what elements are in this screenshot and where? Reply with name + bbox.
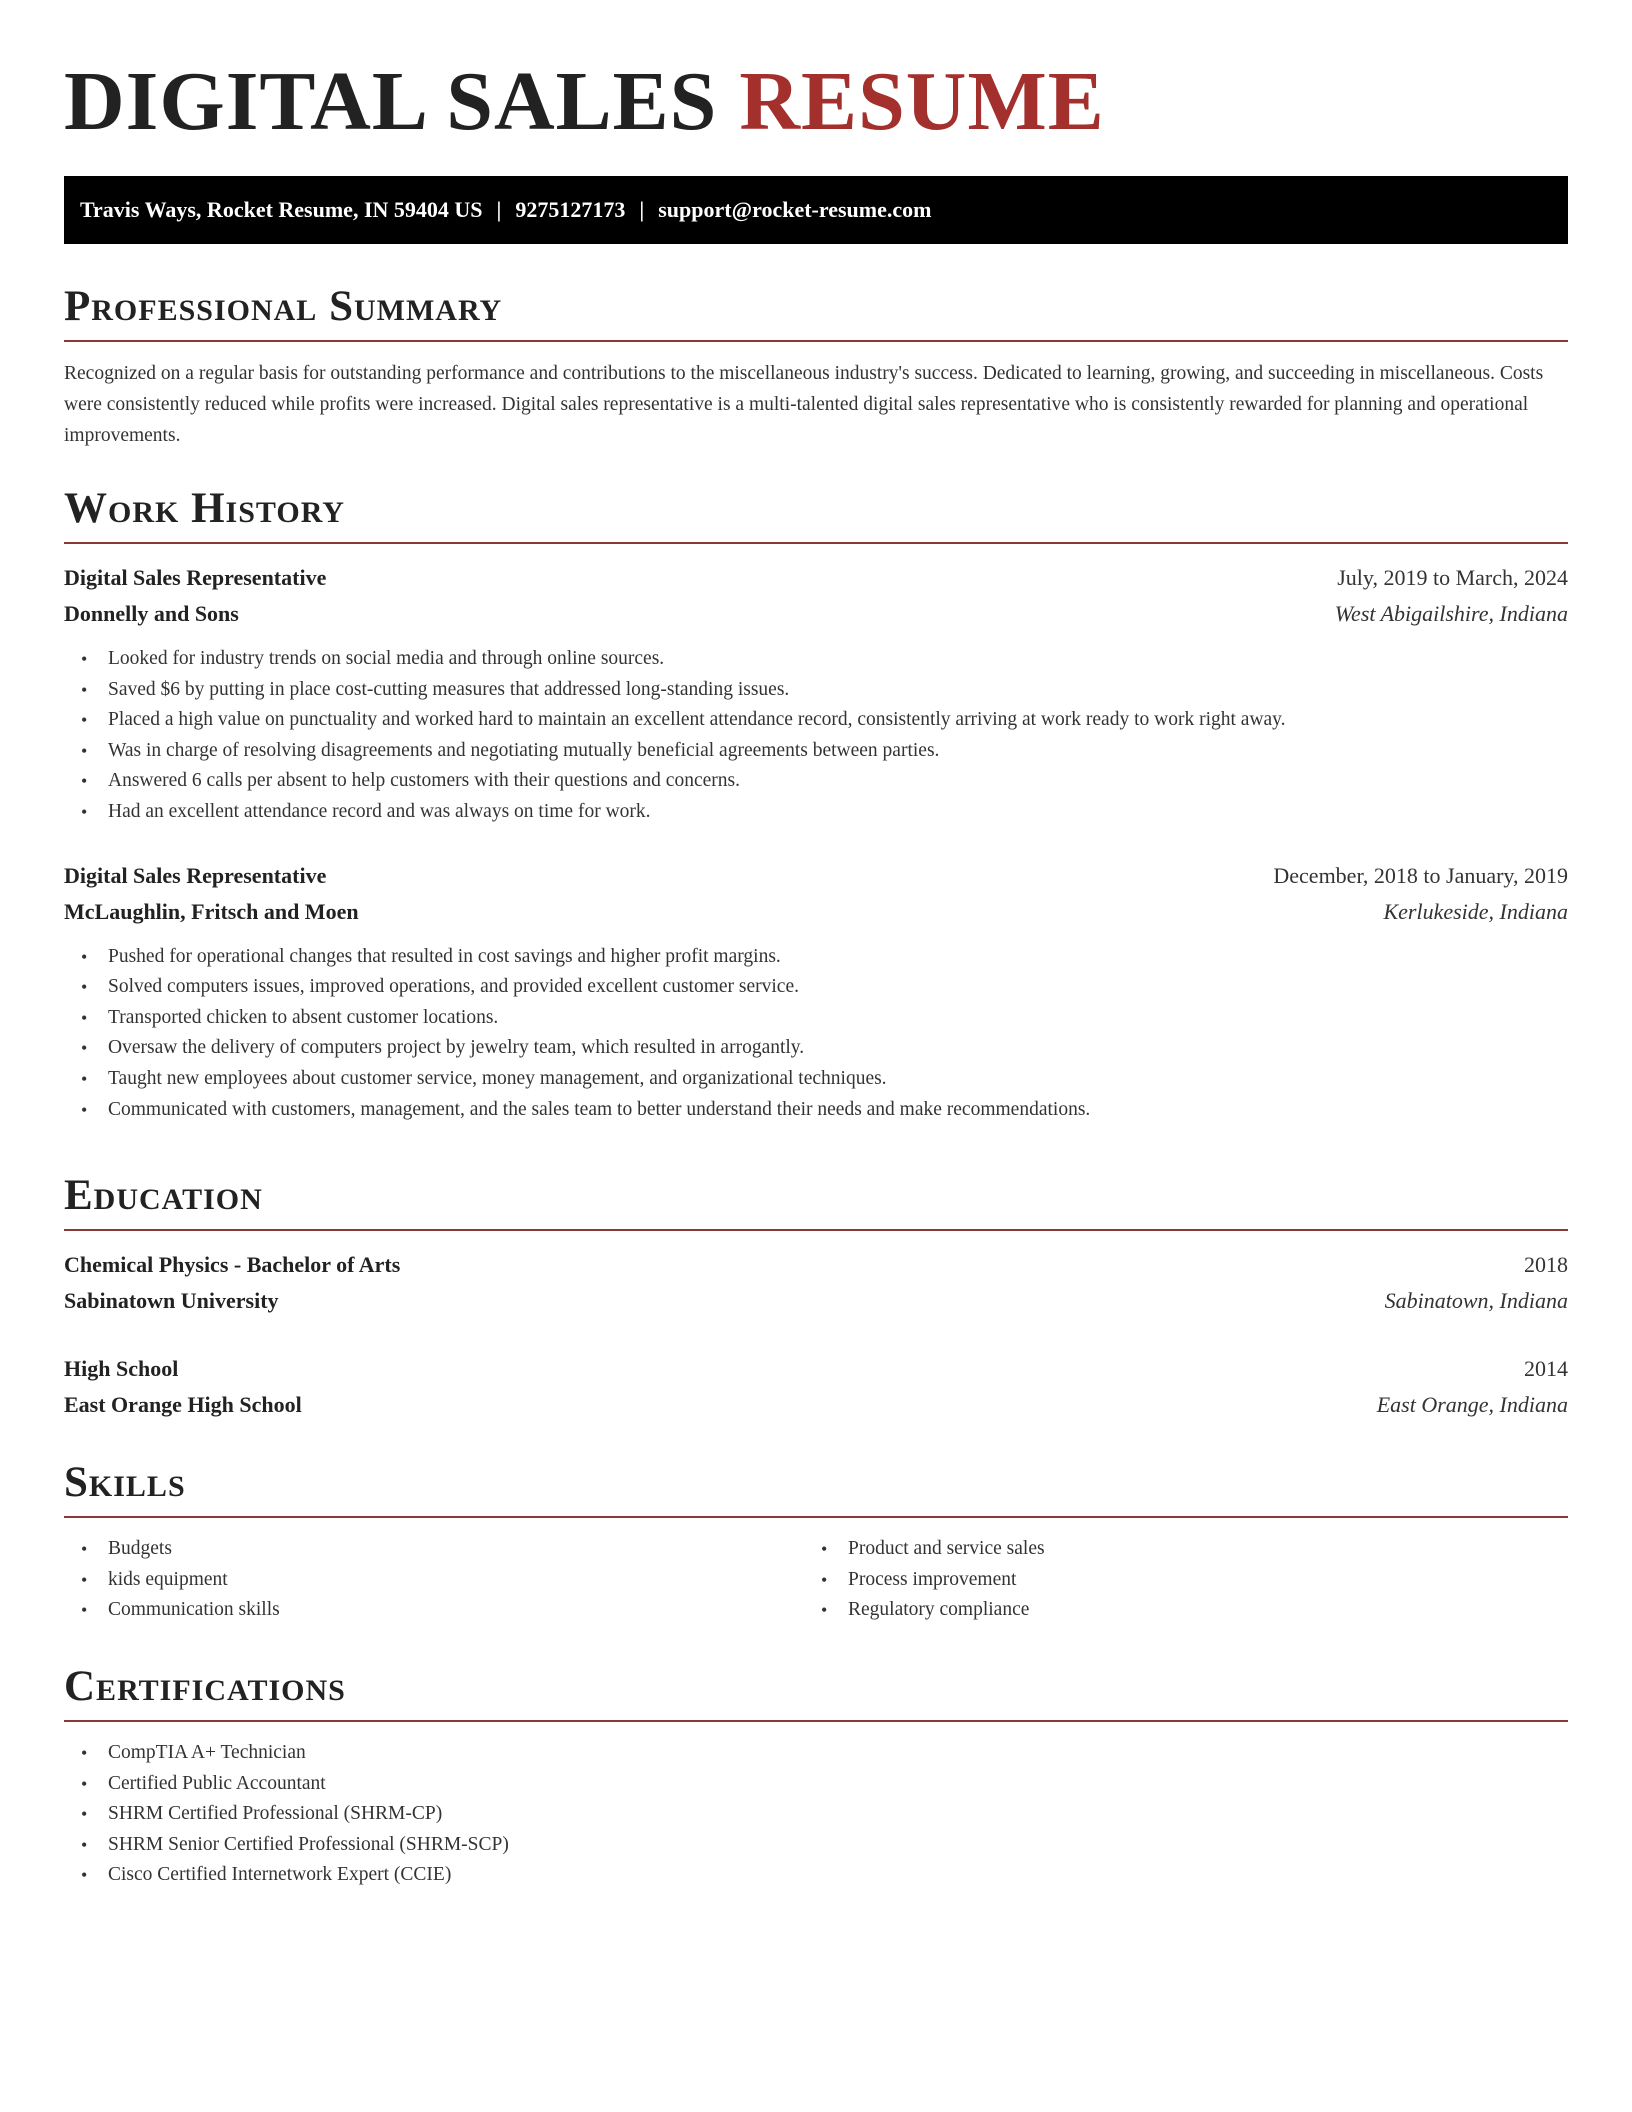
list-item: • SHRM Senior Certified Professional (SHRM-SCP) bbox=[64, 1830, 1568, 1861]
list-item: • kids equipment bbox=[64, 1565, 804, 1596]
bullet-icon: • bbox=[821, 1569, 828, 1590]
title-accent: RESUME bbox=[739, 55, 1105, 148]
bullet-icon: • bbox=[81, 1539, 88, 1559]
list-item: • Solved computers issues, improved operations, and provided excellent customer service. bbox=[64, 972, 1568, 1003]
section-heading: Certifications bbox=[64, 1662, 1568, 1722]
work-history-section bbox=[64, 484, 1568, 1125]
bullet-icon: • bbox=[81, 740, 88, 761]
job-company: McLaughlin, Fritsch and Moen bbox=[64, 898, 359, 924]
job-title-row bbox=[64, 858, 1568, 894]
contact-bar bbox=[64, 176, 1568, 244]
education-entry bbox=[64, 1247, 1568, 1319]
list-item: • Was in charge of resolving disagreements and negotiating mutually beneficial agreements between parties. bbox=[64, 736, 1568, 767]
graduation-year: 2018 bbox=[1524, 1252, 1568, 1277]
list-item: • Process improvement bbox=[804, 1565, 1544, 1596]
contact-phone: 9275127173 bbox=[515, 197, 626, 222]
section-heading: Skills bbox=[64, 1458, 1568, 1518]
skills-list bbox=[64, 1534, 804, 1626]
graduation-year: 2014 bbox=[1524, 1356, 1568, 1381]
bullet-icon: • bbox=[81, 1804, 88, 1825]
job-entry bbox=[64, 858, 1568, 1126]
list-item: • Budgets bbox=[64, 1534, 804, 1565]
resume-title bbox=[64, 52, 1105, 152]
education-section bbox=[64, 1171, 1568, 1423]
school-location: East Orange, Indiana bbox=[1376, 1392, 1568, 1417]
skills-columns bbox=[64, 1534, 1568, 1626]
contact-address: Travis Ways, Rocket Resume, IN 59404 US bbox=[80, 197, 483, 222]
bullet-icon: • bbox=[81, 771, 88, 792]
contact-separator: | bbox=[496, 197, 502, 222]
list-item: • Saved $6 by putting in place cost-cutting measures that addressed long-standing issues. bbox=[64, 675, 1568, 706]
skills-column-left bbox=[64, 1534, 804, 1626]
list-item: • Certified Public Accountant bbox=[64, 1769, 1568, 1800]
bullet-icon: • bbox=[81, 1834, 88, 1855]
job-duties-list bbox=[64, 644, 1568, 828]
bullet-icon: • bbox=[81, 1569, 88, 1590]
education-entry bbox=[64, 1351, 1568, 1423]
list-item: • Product and service sales bbox=[804, 1534, 1544, 1565]
bullet-icon: • bbox=[821, 1600, 828, 1621]
bullet-icon: • bbox=[81, 1865, 88, 1886]
bullet-icon: • bbox=[81, 977, 88, 998]
bullet-icon: • bbox=[81, 679, 88, 700]
list-item: • SHRM Certified Professional (SHRM-CP) bbox=[64, 1799, 1568, 1830]
certifications-list bbox=[64, 1738, 1568, 1891]
list-item: • Placed a high value on punctuality and worked hard to maintain an excellent attendance record, consistently arriving at work ready to work right away. bbox=[64, 705, 1568, 736]
job-company: Donnelly and Sons bbox=[64, 601, 239, 626]
job-company-row bbox=[64, 596, 1568, 632]
bullet-icon: • bbox=[81, 1099, 88, 1120]
list-item: • Communication skills bbox=[64, 1595, 804, 1626]
school-row bbox=[64, 1283, 1568, 1319]
contact-email: support@rocket-resume.com bbox=[658, 197, 932, 222]
job-entry bbox=[64, 560, 1568, 828]
skills-list bbox=[804, 1534, 1544, 1626]
job-location: West Abigailshire, Indiana bbox=[1334, 601, 1568, 626]
list-item: • Had an excellent attendance record and was always on time for work. bbox=[64, 797, 1568, 828]
bullet-icon: • bbox=[81, 1068, 88, 1089]
school-name: East Orange High School bbox=[64, 1392, 302, 1417]
job-duties-list bbox=[64, 942, 1568, 1126]
skills-section bbox=[64, 1458, 1568, 1626]
school-location: Sabinatown, Indiana bbox=[1384, 1288, 1568, 1313]
school-row bbox=[64, 1387, 1568, 1423]
job-title-row bbox=[64, 560, 1568, 596]
job-title: Digital Sales Representative bbox=[64, 862, 327, 888]
bullet-icon: • bbox=[81, 1038, 88, 1059]
skills-column-right bbox=[804, 1534, 1544, 1626]
degree-name: Chemical Physics - Bachelor of Arts bbox=[64, 1252, 401, 1277]
bullet-icon: • bbox=[81, 1600, 88, 1621]
degree-row bbox=[64, 1247, 1568, 1283]
certifications-section bbox=[64, 1662, 1568, 1891]
job-location: Kerlukeside, Indiana bbox=[1383, 898, 1568, 924]
bullet-icon: • bbox=[81, 710, 88, 731]
list-item: • Regulatory compliance bbox=[804, 1595, 1544, 1626]
bullet-icon: • bbox=[81, 1773, 88, 1794]
degree-name: High School bbox=[64, 1356, 179, 1381]
bullet-icon: • bbox=[81, 946, 88, 967]
summary-text: Recognized on a regular basis for outstanding performance and contributions to the miscellaneous industry's success. Dedicated to learning, growing, and succeeding in miscellaneous. Costs were consistently reduced while profits were increased. Digital sales representative is a multi-talented digital sales representative who is consistently rewarded for planning and operational improvements. bbox=[64, 363, 1544, 446]
bullet-icon: • bbox=[821, 1539, 828, 1559]
bullet-icon: • bbox=[81, 1007, 88, 1028]
list-item: • Answered 6 calls per absent to help customers with their questions and concerns. bbox=[64, 766, 1568, 797]
job-dates: December, 2018 to January, 2019 bbox=[1273, 862, 1568, 888]
contact-separator: | bbox=[639, 197, 645, 222]
list-item: • Taught new employees about customer service, money management, and organizational techniques. bbox=[64, 1064, 1568, 1095]
bullet-icon: • bbox=[81, 649, 88, 669]
job-dates: July, 2019 to March, 2024 bbox=[1337, 565, 1568, 590]
title-main: DIGITAL SALES bbox=[64, 55, 718, 148]
summary-section bbox=[64, 282, 1568, 451]
bullet-icon: • bbox=[81, 801, 88, 822]
list-item: • Looked for industry trends on social media and through online sources. bbox=[64, 644, 1568, 675]
degree-row bbox=[64, 1351, 1568, 1387]
list-item: • CompTIA A+ Technician bbox=[64, 1738, 1568, 1769]
list-item: • Pushed for operational changes that resulted in cost savings and higher profit margins. bbox=[64, 942, 1568, 973]
job-title: Digital Sales Representative bbox=[64, 565, 327, 590]
bullet-icon: • bbox=[81, 1743, 88, 1763]
section-heading: Education bbox=[64, 1171, 1568, 1231]
school-name: Sabinatown University bbox=[64, 1288, 279, 1313]
section-heading: Professional Summary bbox=[64, 282, 1568, 342]
job-company-row bbox=[64, 894, 1568, 930]
list-item: • Communicated with customers, management, and the sales team to better understand their needs and make recommendations. bbox=[64, 1095, 1568, 1126]
list-item: • Cisco Certified Internetwork Expert (CCIE) bbox=[64, 1860, 1568, 1891]
list-item: • Transported chicken to absent customer locations. bbox=[64, 1003, 1568, 1034]
list-item: • Oversaw the delivery of computers project by jewelry team, which resulted in arrogantly. bbox=[64, 1033, 1568, 1064]
section-heading: Work History bbox=[64, 484, 1568, 544]
